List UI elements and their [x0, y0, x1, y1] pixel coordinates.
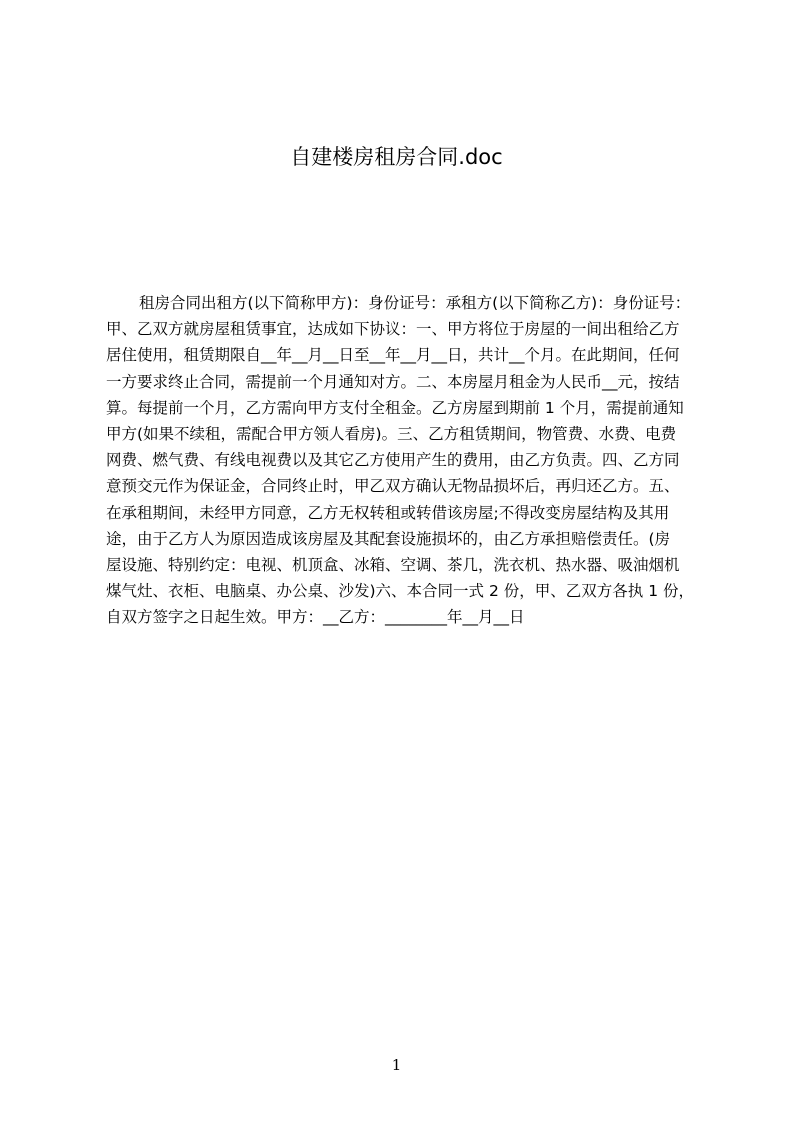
contract-body-line: 一方要求终止合同，需提前一个月通知对方。二、本房屋月租金为人民币__元，按结: [106, 372, 680, 391]
contract-body-line: 自双方签字之日起生效。甲方：__乙方：________年__月__日: [106, 608, 525, 627]
contract-body: [106, 290, 710, 630]
contract-body-line: 意预交元作为保证金，合同终止时，甲乙双方确认无物品损坏后，再归还乙方。五、: [106, 477, 680, 496]
contract-body-line: 在承租期间，未经甲方同意，乙方无权转租或转借该房屋;不得改变房屋结构及其用: [106, 503, 670, 522]
page-number: 1: [391, 1056, 402, 1074]
document-title: 自建楼房租房合同.doc: [290, 145, 503, 169]
contract-body-line: 算。每提前一个月，乙方需向甲方支付全租金。乙方房屋到期前 1 个月，需提前通知: [106, 398, 684, 417]
contract-body-line: 途，由于乙方人为原因造成该房屋及其配套设施损坏的，由乙方承担赔偿责任。(房: [106, 529, 671, 548]
contract-body-line: 煤气灶、衣柜、电脑桌、办公桌、沙发)六、本合同一式 2 份，甲、乙双方各执 1 份，: [106, 582, 694, 601]
contract-body-line: 租房合同出租方(以下简称甲方)：身份证号：承租方(以下简称乙方)：身份证号：: [139, 294, 691, 312]
contract-body-line: 居住使用，租赁期限自__年__月__日至__年__月__日，共计__个月。在此期间，任何: [106, 346, 680, 365]
contract-body-line: 甲方(如果不续租，需配合甲方领人看房)。三、乙方租赁期间，物管费、水费、电费: [106, 424, 677, 443]
contract-body-line: 屋设施、特别约定：电视、机顶盒、冰箱、空调、茶几，洗衣机、热水器、吸油烟机: [106, 555, 680, 574]
contract-body-line: 甲、乙双方就房屋租赁事宜，达成如下协议：一、甲方将位于房屋的一间出租给乙方: [106, 320, 680, 339]
contract-body-line: 网费、燃气费、有线电视费以及其它乙方使用产生的费用，由乙方负责。四、乙方同: [106, 451, 680, 470]
